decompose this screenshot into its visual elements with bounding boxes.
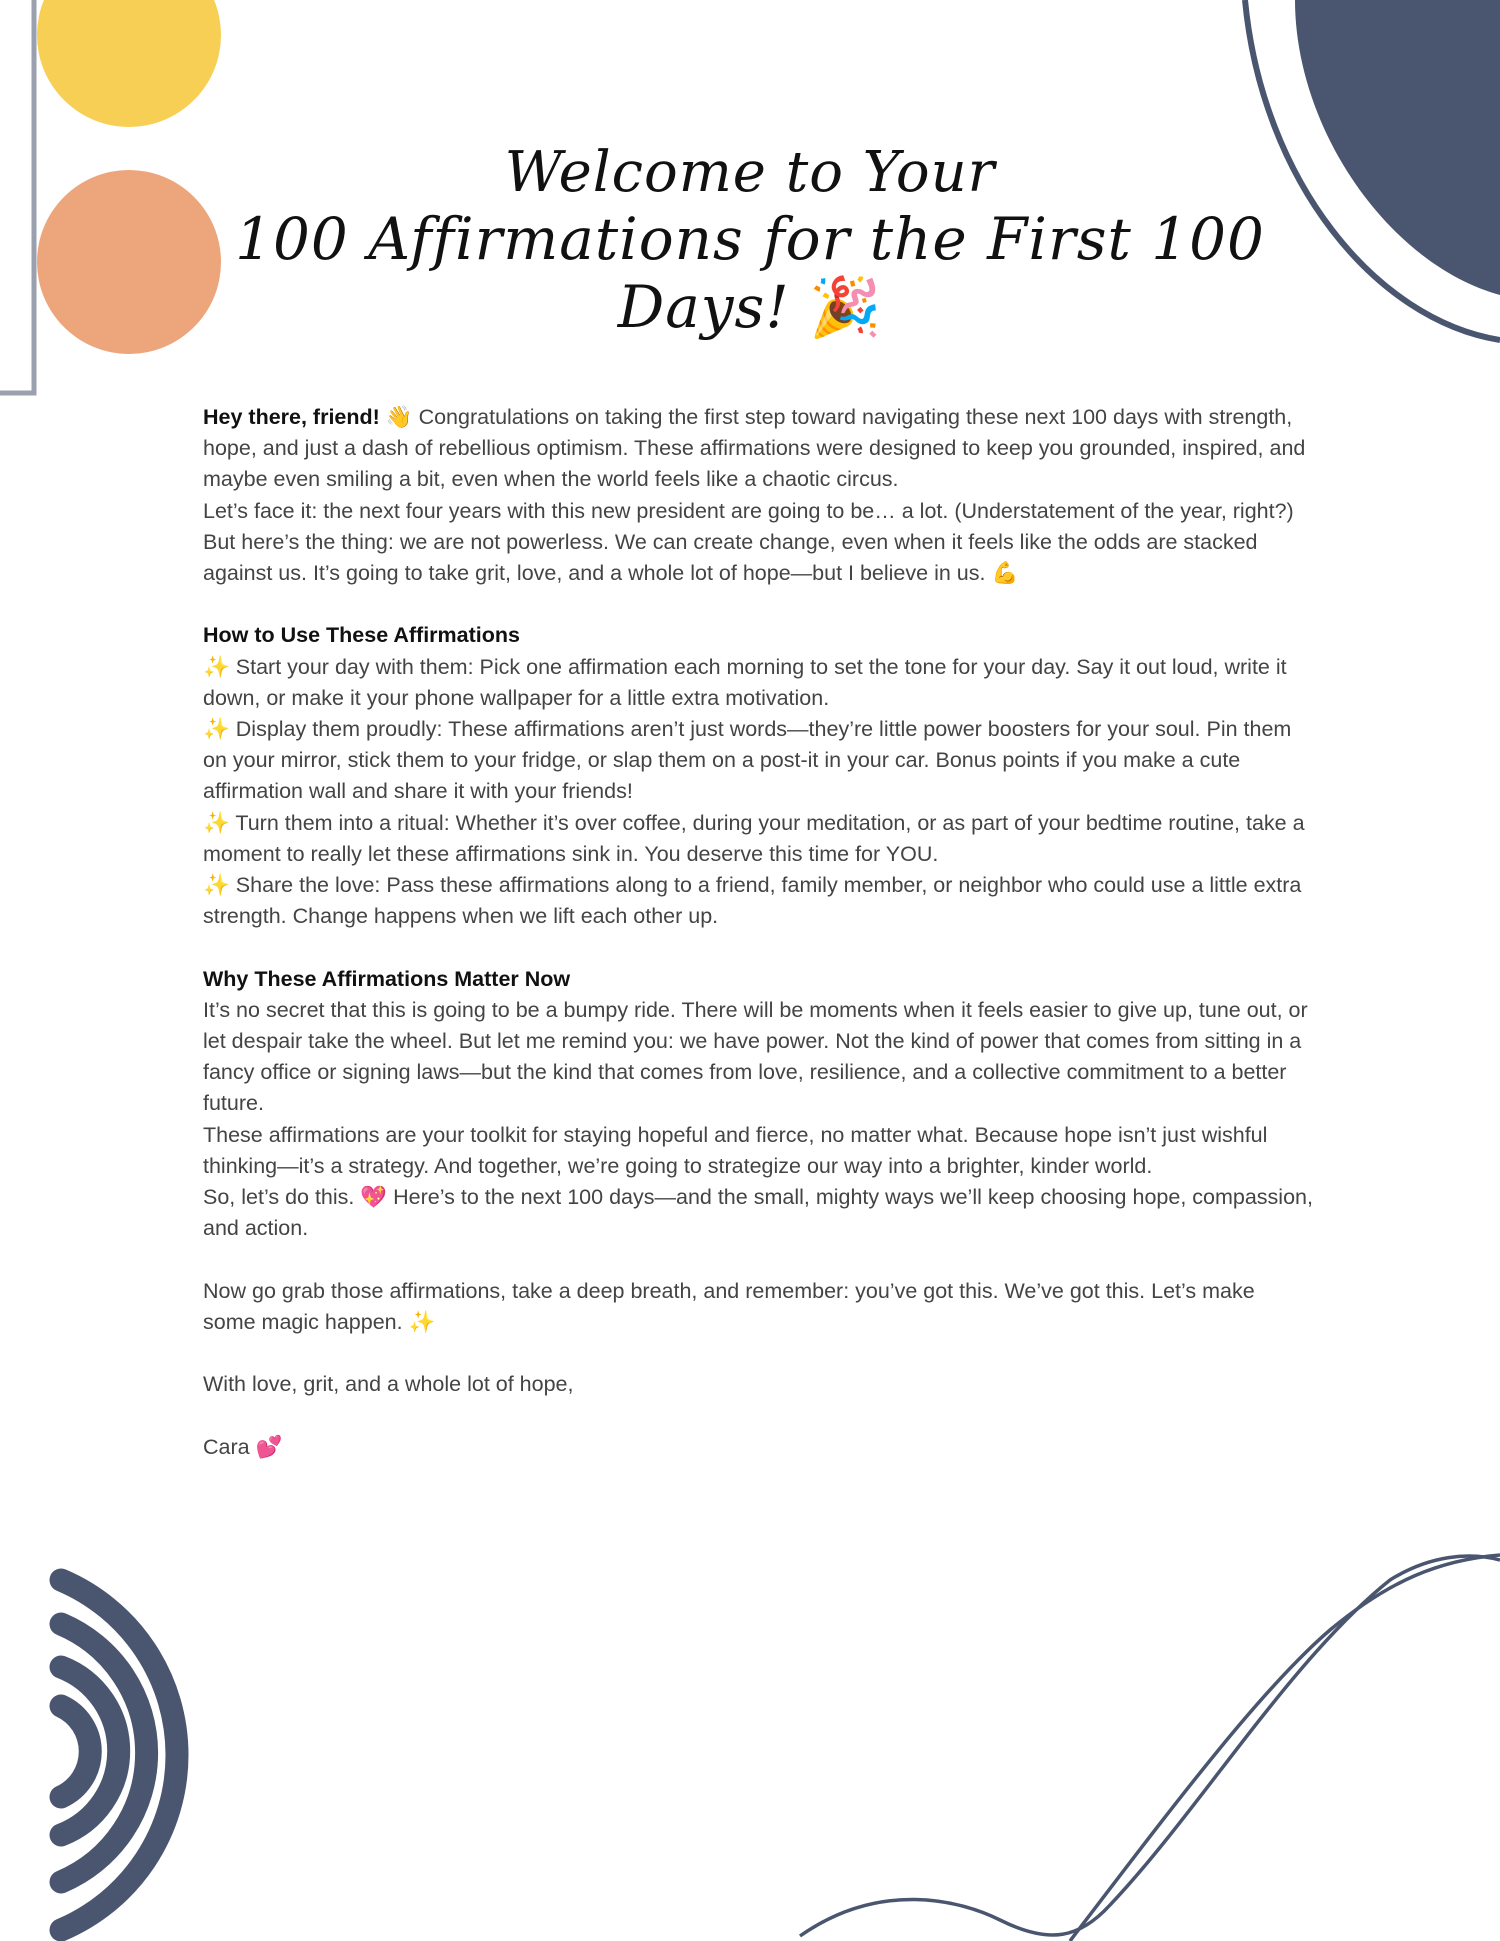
why-p3-after: Here’s to the next 100 days—and the small, mighty ways we’ll keep choosing hope, compassion, and action. (203, 1185, 1313, 1241)
how-to-item (203, 808, 1313, 870)
how-to-item-text: Start your day with them: Pick one affirmation each morning to set the tone for your day. Say it out loud, write it down, or make it your phone wallpaper for a little extra motivation. (203, 654, 1287, 710)
bracket-line (0, 0, 34, 393)
signoff: With love, grit, and a whole lot of hope, (203, 1372, 574, 1397)
sparkles-icon: ✨ (203, 717, 230, 743)
yellow-circle (37, 0, 221, 127)
page-title-line-1 (150, 140, 1350, 205)
flexed-biceps-icon: 💪 (991, 561, 1019, 587)
how-to-item (203, 870, 1313, 932)
why-paragraph-3 (203, 1182, 1313, 1244)
sparkles-icon: ✨ (408, 1309, 436, 1335)
why-paragraph-2: These affirmations are your toolkit for staying hopeful and fierce, no matter what. Because hope isn’t just wishful thinking—it’s a strategy. And together, we’re going to strategize our way into a brighter, kinder world. (203, 1122, 1268, 1178)
two-hearts-icon: 💕 (255, 1434, 283, 1460)
why-heading: Why These Affirmations Matter Now (203, 966, 571, 991)
party-popper-icon: 🎉 (809, 273, 883, 341)
signature-name: Cara (203, 1434, 250, 1459)
intro-paragraph-2 (203, 496, 1313, 590)
how-to-item-text: Share the love: Pass these affirmations along to a friend, family member, or neighbor who could use a little extra strength. Change happens when we lift each other up. (203, 873, 1302, 929)
title-welcome: Welcome to Your (504, 140, 996, 205)
how-to-item-text: Display them proudly: These affirmations aren’t just words—they’re little power boosters for your soul. Pin them on your mirror, stick them to your fridge, or slap them on a post-it in your car. Bonus points if you make a cute affirmation wall and share it with your friends! (203, 717, 1292, 804)
wavy-lines (800, 1555, 1500, 1941)
sparkles-icon: ✨ (203, 810, 230, 836)
intro-text: Congratulations on taking the first step toward navigating these next 100 days with strength, hope, and just a dash of rebellious optimism. These affirmations were designed to keep you grounded, inspired, and maybe even smiling a bit, even when the world feels like a chaotic circus. (203, 405, 1306, 492)
how-to-item (203, 714, 1313, 808)
sparkles-icon: ✨ (203, 654, 230, 680)
page-title-line-2 (150, 205, 1350, 342)
closing-text: Now go grab those affirmations, take a deep breath, and remember: you’ve got this. We’ve got this. Let’s make some magic happen. (203, 1278, 1255, 1334)
title-affirmations: 100 Affirmations for the First 100 Days! (235, 205, 1265, 341)
concentric-arcs (61, 1580, 177, 1930)
greeting: Hey there, friend! (203, 405, 380, 429)
signature (203, 1432, 1313, 1463)
letter-body (203, 402, 1313, 1463)
sparkles-icon: ✨ (203, 873, 230, 899)
sparkling-heart-icon: 💖 (360, 1185, 388, 1211)
why-p3-before: So, let’s do this. (203, 1185, 355, 1210)
intro-text-2: Let’s face it: the next four years with this new president are going to be… a lot. (Understatement of the year, right?) But here’s the thing: we are not powerless. We can create change, even when it feels like the odds are stacked against us. It’s going to take grit, love, and a whole lot of hope—but I believe in us. (203, 498, 1294, 586)
closing-paragraph (203, 1276, 1313, 1338)
intro-paragraph (203, 402, 1313, 496)
why-paragraph-1: It’s no secret that this is going to be a bumpy ride. There will be moments when it feels easier to give up, tune out, or let despair take the wheel. But let me remind you: we have power. Not the kind of power that comes from sitting in a fancy office or signing laws—but the kind that comes from love, resilience, and a collective commitment to a better future. (203, 997, 1308, 1116)
waving-hand-icon: 👋 (385, 405, 413, 430)
how-to-item-text: Turn them into a ritual: Whether it’s over coffee, during your meditation, or as part of your bedtime routine, take a moment to really let these affirmations sink in. You deserve this time for YOU. (203, 810, 1305, 866)
how-to-heading: How to Use These Affirmations (203, 623, 520, 648)
how-to-item (203, 652, 1313, 714)
